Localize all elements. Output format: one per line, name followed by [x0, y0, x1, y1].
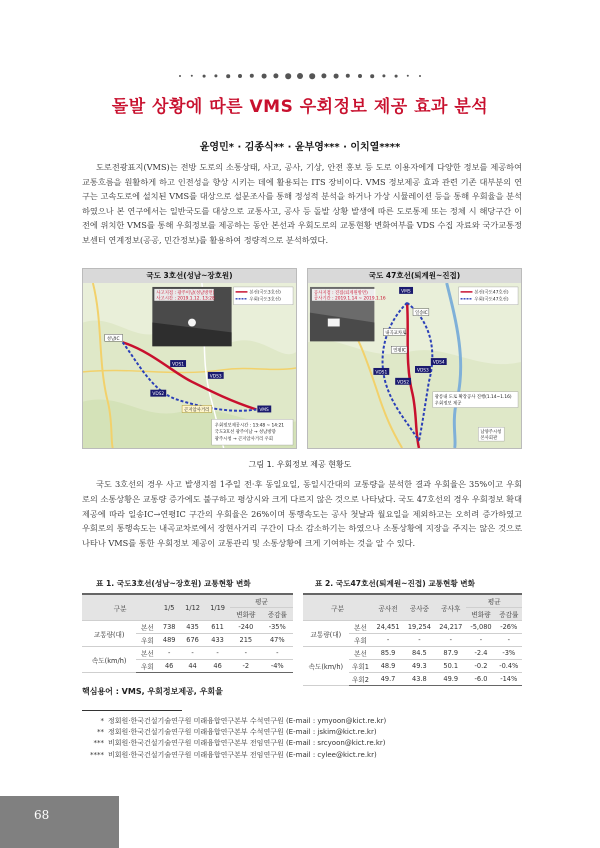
table-cell: 49.7 [372, 673, 403, 686]
table-cell: 본선 [136, 647, 158, 660]
map-route3-graphic [83, 283, 296, 448]
map3-photo-date: 사고시간 : 2019.1.12. 13:28 [156, 296, 215, 302]
table-cell: 우회1 [349, 660, 373, 673]
table-cell: 24,451 [372, 621, 403, 634]
map3-label-ic: 성남IC [106, 336, 120, 342]
footnote-item [82, 750, 522, 761]
map47-label-vds4: VDS4 [432, 360, 445, 366]
table-cell: -35% [262, 621, 293, 634]
decorative-dot [262, 74, 267, 79]
table2-head-avg: 평균 [466, 594, 522, 608]
table2-head-avg-b: 증감률 [496, 608, 522, 621]
table-row [82, 647, 293, 660]
keywords: 핵심용어 : VMS, 우회정보제공, 우회율 [82, 687, 223, 696]
map-route47-graphic [308, 283, 521, 448]
table-cell: -26% [496, 621, 522, 634]
map3-legend-main: 본선(국도3호선) [249, 290, 281, 296]
map3-legend-detour: 우회(국도3호선) [249, 297, 281, 303]
table-cell: 24,217 [435, 621, 466, 634]
map47-label-ic1: 일송IC [414, 311, 428, 317]
footnote-divider [82, 710, 182, 711]
table-cell: 46 [158, 660, 180, 673]
table2-head-c2: 공사중 [404, 594, 435, 621]
table1-head-c1: 1/5 [158, 594, 180, 621]
table-cell: 84.5 [404, 647, 435, 660]
footnote-text: 비회원·한국건설기술연구원 미래융합연구본부 전임연구원 (E-mail : srcyoon@kict.re.kr) [108, 739, 386, 748]
map3-note1: 우회정보제공시간 : 13:48 ~ 14:21 [214, 423, 285, 429]
table-cell: -2 [230, 660, 261, 673]
map47-label-vds2: VDS2 [397, 380, 410, 386]
table2-head-avg-a: 변화량 [466, 608, 495, 621]
decorative-dot [250, 74, 254, 78]
table1-head-group: 구분 [82, 594, 158, 621]
table-cell: - [404, 634, 435, 647]
table-cell: - [372, 634, 403, 647]
map-route3 [83, 283, 296, 448]
decorative-dot [334, 74, 339, 79]
decorative-dot [309, 73, 315, 79]
table-cell: 본선 [349, 621, 373, 634]
decorative-dot [191, 75, 193, 77]
table-cell: -0.4% [496, 660, 522, 673]
decorative-dot [203, 75, 206, 78]
table1-head-avg-b: 증감률 [262, 608, 293, 621]
table-cell: 43.8 [404, 673, 435, 686]
table-cell: -6.0 [466, 673, 495, 686]
map3-note3: 광주시청 → 곤지암사거리 우회 [214, 437, 273, 443]
decorative-dot [297, 73, 303, 79]
table-cell: - [230, 647, 261, 660]
table-cell: - [262, 647, 293, 660]
decorative-dot [226, 74, 230, 78]
decorative-dot [358, 74, 362, 78]
table-cell: 46 [205, 660, 230, 673]
table2-group-volume: 교통량(대) [303, 621, 349, 647]
map47-legend-detour: 우회(국도47호선) [474, 297, 509, 303]
decorative-dot [321, 73, 326, 78]
map3-note2: 국도3호선 광주이남 → 성남방향 [214, 430, 276, 436]
decorative-dot [285, 73, 291, 79]
table-cell: -14% [496, 673, 522, 686]
figure-caption: 그림 1. 우회정보 제공 현황도 [248, 460, 352, 469]
map47-note2: 우회정보 제공 [434, 401, 462, 407]
table2 [303, 593, 522, 686]
footnote-mark: *** [93, 739, 104, 748]
footnote-text: 정회원·한국건설기술연구원 미래융합연구본부 수석연구원 (E-mail : jskim@kict.re.kr) [108, 728, 377, 737]
decorative-dot [419, 75, 421, 77]
table-cell: 87.9 [435, 647, 466, 660]
table-cell: 우회 [136, 634, 158, 647]
table-cell: - [496, 634, 522, 647]
decorative-dot [370, 74, 374, 78]
table1-head-c3: 1/19 [205, 594, 230, 621]
table-cell: 215 [230, 634, 261, 647]
table-cell: -2.4 [466, 647, 495, 660]
map47-photo-date: 공사기간 : 2019.1.14 ~ 2019.1.16 [313, 296, 386, 302]
decorative-dot [273, 73, 278, 78]
table-cell: 50.1 [435, 660, 466, 673]
map-title-route3: 국도 3호선(성남~장호원) [83, 269, 296, 283]
map-panel-route47 [307, 268, 522, 449]
map47-place: 남양주시청 [480, 430, 502, 436]
footnote-mark: * [100, 717, 104, 725]
table-cell: 우회 [136, 660, 158, 673]
table1-head-avg-a: 변화량 [230, 608, 261, 621]
page-number: 68 [34, 808, 50, 822]
table-cell: 676 [180, 634, 205, 647]
table-cell: 본선 [136, 621, 158, 634]
table1-group-speed: 속도(km/h) [82, 647, 136, 673]
footnotes [82, 716, 522, 761]
article-authors: 윤영민* · 김종식** · 윤부영*** · 이치열**** [199, 142, 401, 153]
table1-head-avg: 평균 [230, 594, 293, 608]
table-cell: - [180, 647, 205, 660]
map3-label-place: 곤지암사거리 [184, 407, 210, 413]
map47-note1: 광릉내 도로 확장공사 진행(1.14~1.16) [434, 395, 512, 401]
footnote-text: 정회원·한국건설기술연구원 미래융합연구본부 수석연구원 (E-mail : ymyoon@kict.re.kr) [108, 717, 387, 725]
footnote-text: 비회원·한국건설기술연구원 미래융합연구본부 전임연구원 (E-mail : cylee@kict.re.kr) [108, 750, 377, 759]
table-cell: -3% [496, 647, 522, 660]
table-cell: -0.2 [466, 660, 495, 673]
table-cell: 우회2 [349, 673, 373, 686]
table-cell: 435 [180, 621, 205, 634]
table-cell: - [466, 634, 495, 647]
footnote-mark: ** [97, 728, 104, 737]
table1-caption: 표 1. 국도3호선(성남~장호원) 교통현황 변화 [96, 579, 251, 588]
table-cell: 738 [158, 621, 180, 634]
table-cell: - [205, 647, 230, 660]
table2-group-speed: 속도(km/h) [303, 647, 349, 686]
table-row [82, 621, 293, 634]
map47-place2: 본사회관 [480, 436, 498, 442]
table-cell: 본선 [349, 647, 373, 660]
table-cell: 우회 [349, 634, 373, 647]
decorative-dot [407, 75, 409, 77]
map47-label-ic2: 연평IC [393, 348, 406, 354]
decorative-dot [179, 75, 181, 77]
decorative-dot [395, 75, 398, 78]
map47-legend-main: 본선(국도47호선) [474, 290, 509, 296]
table2-head-group: 구분 [303, 594, 372, 621]
table-cell: - [435, 634, 466, 647]
table-cell: 85.9 [372, 647, 403, 660]
footnote-mark: **** [90, 750, 104, 759]
table-cell: 433 [205, 634, 230, 647]
article-title: 돌발 상황에 따른 VMS 우회정보 제공 효과 분석 [111, 97, 489, 117]
body-paragraph: 국도 3호선의 경우 사고 발생지점 1주일 전·후 동일요일, 동일시간대의 교통량을 분석한 결과 우회율은 35%이고 우회로의 소통상황은 교통량 증가에도 불구하고 평상시와 크게 다르지 않은 것으로 나타났다. 국도 47호선의 경우 우회정보 확대제공에 따라 일송IC→연평IC 구간의 우회율은 26%이며 통행속도는 공사 첫날과 월요일을 제외하고는 오히려 증가하였고 우회로의 통행속도는 내곡교차로에서 장현사거리 구간이 다소 감소하기는 하였으나 소통상황에 지장을 주지는 않은 것으로 나타나 VMS를 통한 우회정보 제공이 교통관리 및 소통상황에 크게 기여하는 것을 알 수 있다. [82, 479, 522, 549]
table-cell: -4% [262, 660, 293, 673]
decorative-dot [214, 74, 217, 77]
map3-label-vds1: VDS1 [172, 362, 185, 368]
table-cell: 49.9 [435, 673, 466, 686]
footnote-item [82, 738, 522, 749]
table-cell: 489 [158, 634, 180, 647]
table-row [303, 621, 522, 634]
table2-head-c1: 공사전 [372, 594, 403, 621]
table-cell: -5,080 [466, 621, 495, 634]
map-panel-route3 [82, 268, 297, 449]
table-cell: - [158, 647, 180, 660]
table-cell: 19,254 [404, 621, 435, 634]
decorative-dot [382, 74, 385, 77]
table1-group-volume: 교통량(대) [82, 621, 136, 647]
map-route47 [308, 283, 521, 448]
decorative-dot-row [180, 70, 420, 82]
table2-caption: 표 2. 국도47호선(퇴계원~진접) 교통현황 변화 [315, 579, 475, 588]
page-number-tab [0, 796, 119, 848]
table1 [82, 593, 293, 673]
table-cell: 49.3 [404, 660, 435, 673]
map3-label-vms: VMS [259, 407, 269, 413]
footnote-item [82, 716, 522, 727]
table2-head-c3: 공사후 [435, 594, 466, 621]
map47-label-vds3: VDS3 [416, 368, 429, 374]
map47-photo-note: 공사지점 : 진접(퇴계원방면) [313, 290, 368, 296]
map3-label-vds3: VDS3 [209, 374, 222, 380]
map47-label-vds1: VDS1 [375, 370, 388, 376]
table-cell: 47% [262, 634, 293, 647]
figure-route-maps [82, 268, 522, 449]
table-cell: -240 [230, 621, 261, 634]
decorative-dot [238, 74, 242, 78]
table-cell: 611 [205, 621, 230, 634]
abstract-paragraph: 도로전광표지(VMS)는 전방 도로의 소통상태, 사고, 공사, 기상, 안전 홍보 등 도로 이용자에게 다양한 정보를 제공하여 교통흐름을 원활하게 하고 인전성을 향상 시키는 데에 활용되는 ITS 장비이다. VMS 정보제공 효과 관련 기존 대부분의 연구는 고속도로에 설치된 VMS를 대상으로 설문조사를 통해 정성적 분석을 하거나 가상 시뮬레이션 등을 통해 우회율을 분석하였으나 본 연구에서는 일반국도를 대상으로 교통사고, 공사 등 돌발 상황 발생에 따른 도로통제 또는 정체 시 해당구간 이전에 위치한 VMS를 통해 우회정보를 제공하는 동안 본선과 우회도로의 교통현황 변화여부를 VDS 수집 자료와 국가교통정보센터 연계정보(공공, 민간정보)를 활용하여 정량적으로 분석하였다. [82, 162, 522, 245]
table-cell: 48.9 [372, 660, 403, 673]
map-title-route47: 국도 47호선(퇴계원~진접) [308, 269, 521, 283]
map47-label-vms: VMS [401, 289, 411, 295]
footnote-item [82, 727, 522, 738]
map47-label-cross: 내곡교차로 [385, 330, 407, 336]
decorative-dot [346, 74, 350, 78]
table-row [303, 647, 522, 660]
map3-label-vds2: VDS2 [152, 392, 165, 398]
map3-photo-note: 사고지점 : 광주이남(성남방면) [156, 290, 215, 296]
table-cell: 44 [180, 660, 205, 673]
table1-head-c2: 1/12 [180, 594, 205, 621]
